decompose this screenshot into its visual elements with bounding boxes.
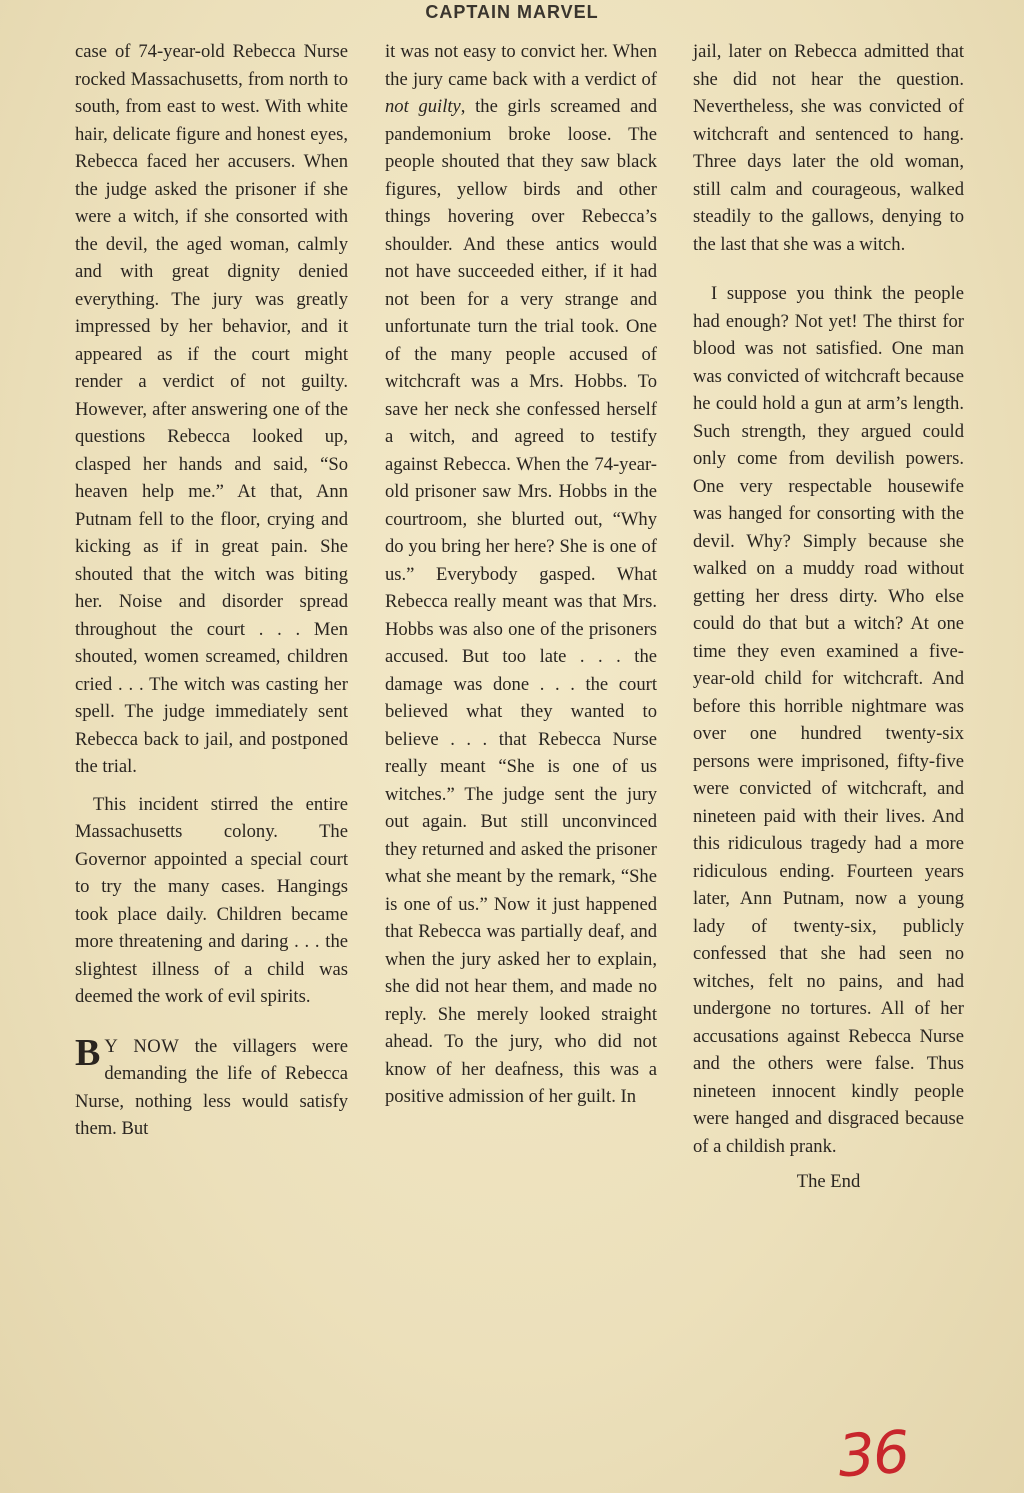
text-column-1 xyxy=(75,38,348,1143)
paragraph-text: it was not easy to convict her. When the jury came back with a verdict of xyxy=(385,41,657,90)
emphasis-text: not guilty xyxy=(385,96,461,117)
paragraph xyxy=(75,1033,348,1143)
paragraph: I suppose you think the people had enough? Not yet! The thirst for blood was not satisfied. One man was convicted of witchcraft because he could hold a gun at arm’s length. Such strength, they argued could only come from devilish powers. One very respectable housewife was hanged for consorting with the devil. Why? Simply because she walked on a muddy road without getting her dress dirty. Who else could do that but a witch? At one time they even examined a five-year-old child for witchcraft. And before this horrible nightmare was over one hundred twenty-six persons were imprisoned, fifty-five were convicted of witchcraft, and nineteen paid with their lives. And this ridiculous tragedy had a more ridiculous ending. Fourteen years later, Ann Putnam, now a young lady of twenty-six, publicly confessed that she had seen no witches, felt no pains, and had undergone no tortures. All of her accusations against Rebecca Nurse and the others were false. Thus nineteen innocent kindly people were hanged and disgraced because of a childish prank. xyxy=(693,283,964,1157)
paragraph: This incident stirred the entire Massachusetts colony. The Governor appointed a special court to try the many cases. Hangings took place daily. Children became more threatening and daring . . . the slightest illness of a child was deemed the work of evil spirits. xyxy=(75,793,348,1007)
page-header-title: CAPTAIN MARVEL xyxy=(425,2,599,22)
text-column-3 xyxy=(693,38,964,1196)
paragraph: case of 74-year-old Rebecca Nurse rocked Massachusetts, from north to south, from east to west. With white hair, delicate figure and honest eyes, Rebecca faced her accusers. When the judge asked the prisoner if she were a witch, if she consorted with the devil, the aged woman, calmly and with great dignity denied everything. The jury was greatly impressed by her behavior, and it appeared as if the court might render a verdict of not guilty. However, after answering one of the questions Rebecca looked up, clasped her hands and said, “So heaven help me.” At that, Ann Putnam fell to the floor, crying and kicking as if in great pain. She shouted that the witch was biting her. Noise and disorder spread throughout the court . . . Men shouted, women screamed, children cried . . . The witch was casting her spell. The judge immediately sent Rebecca back to jail, and postponed the trial. xyxy=(75,41,348,777)
paragraph xyxy=(385,38,657,1111)
the-end-label: The End xyxy=(796,1171,861,1192)
paragraph: jail, later on Rebecca admitted that she did not hear the question. Nevertheless, she was convicted of witchcraft and sentenced to hang. Three days later the old woman, still calm and courageous, walked steadily to the gallows, denying to the last that she was a witch. xyxy=(693,41,964,255)
text-column-2 xyxy=(385,38,657,1111)
paragraph-text: the villagers were demanding the life of Rebecca Nurse, nothing less would satisfy them. But xyxy=(75,1035,349,1139)
handwritten-page-number: 36 xyxy=(835,1417,911,1491)
small-caps-lead: Y NOW xyxy=(104,1035,180,1057)
drop-cap: B xyxy=(75,1031,101,1074)
paragraph-text: , the girls screamed and pandemonium broke loose. The people shouted that they saw black figures, yellow birds and other things hovering over Rebecca’s shoulder. And these antics would not have succeeded either, if it had not been for a very strange and unfortunate turn the trial took. One of the many people accused of witchcraft was a Mrs. Hobbs. To save her neck she confessed herself a witch, and agreed to testify against Rebecca. When the 74-year-old prisoner saw Mrs. Hobbs in the courtroom, she blurted out, “Why do you bring her here? She is one of us.” Everybody gasped. What Rebecca really meant was that Mrs. Hobbs was also one of the prisoners accused. But too late . . . the damage was done . . . the court believed what they wanted to believe . . . that Rebecca Nurse really meant “She is one of us witches.” The judge sent the jury out again. But still unconvinced they returned and asked the prisoner what she meant by the remark, “She is one of us.” Now it just happened that Rebecca was partially deaf, and when the jury asked her to explain, she did not hear them, and made no reply. She merely looked straight ahead. To the jury, who did not know of her deafness, this was a positive admission of her guilt. In xyxy=(385,96,657,1107)
